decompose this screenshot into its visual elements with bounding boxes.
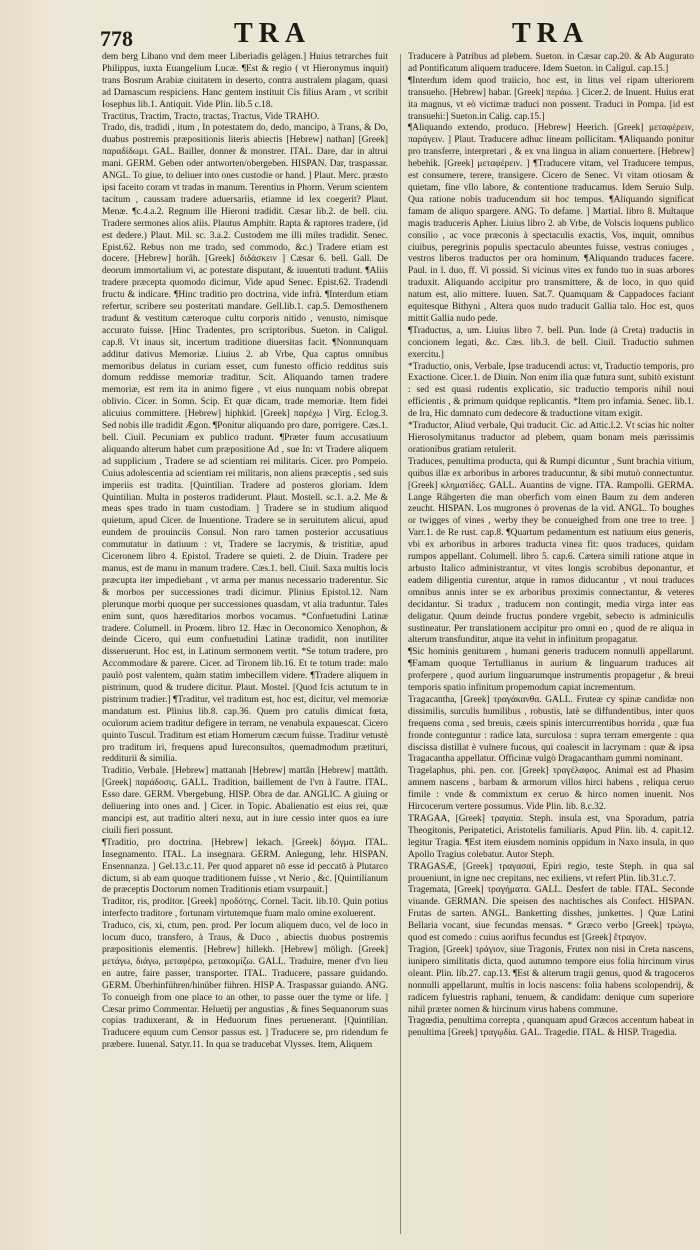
entry-paragraph: ¶Sic hominis geniturem , humani generis traducem nonnulli appellarunt. ¶Famam quoque Tertullianus in aurium & linguarum traduces ait proferpere , quod aurium linguarumque instrumentis propagetur , & breui temporis spatio infinitum propemodum capiat incrementum. bbox=[408, 647, 694, 694]
entry-paragraph: dem berg Libano vnd dem meer Liberiadis gelägen.] Huius tetrarches fuit Philippus, iuxta Euangelium Lucæ. ¶Est & regio ( vt Hieronymus inquit) trans Bosrum Arabiæ ciuitatem in deserto, contra australem plagam, quasi ad Damascum respiciens. Hanc gentem instituit Cis filius Aram , vt scribit Iosephus lib.1. Antiquit. Vide Plin. lib.5 c.18. bbox=[102, 52, 388, 110]
running-head-left: TRA bbox=[234, 18, 312, 49]
entry-paragraph: Trado, dis, tradidi , itum , In potestatem do, dedo, mancipo, à Trans, & Do, duabus postremis præpositionis literis abiectis [Hebrew] nathan] [Greek] παραδίδωμι. GAL. Bailler, donner & monstrer. ITAL. Dare, dar in altrui mani. GERM. Geben oder antworten/obergeben. HISPAN. Dar, traspassar. ANGL. To giue, to deliuer into ones custodie or hand. ] Plaut. Merc. præsto ipsi faceito coram vt tradas in manum. Terentius in Phorm. Verum scientem tacitum , caussam tradere aduersariis, etiamne id lex coegerit? Plaut. Menæ. ¶c.4.a.2. Regnum ille Hieroni tradidit. Cæsar lib.2. de bell. ciu. Tradere sermones alios aliis. Plautus Amphitr. Rapta & raptores tradere, (id est dedere.) Plaut. Mil. sc. 3.a.2. Custodem me illi miles tradidit. Senec. Epist.62. Rebus non me trado, sed commodo, &c.) Tradere etiam est docere. [Hebrew] horâh. [Greek] διδάσκειν ] Cæsar 6. bell. Gall. De deorum immortalium vi, ac potestate disputant, & iuuentuti tradunt. ¶Aliis tradere præcepta quomodo dicimur, Vide apud Senec. Epist.62. Tradendi fructu & indicare. ¶Hinc traditio pro doctrina, vide infrà. ¶Interdum etiam refertur, scribere seu posteritati mandare. Gell.lib.1. cap.5. Demosthenem tradunt & vestitum cæteroque cultu corporis nitido , venusto, nimisque accurato fuisse. [Hinc Tradentes, pro scriptoribus. Sueton. in Caligul. cap.8. Vt inaus sit, incertum traditione diuersitas facit. ¶Nonnunquam additur dativus Memoriæ. Liuius 2. ab Vrbe, Qua captus omnibus memoribus delatus in curiam esset, cum funesto officio redditus suis domum reddisse memoriæ traditur. Scit. Aliquando tamen tradere memoriæ, est rem ita in animo figere , vt eius nunquam nobis obrepat oblivio. Cicer. in Somn. Scip. Et quæ dicam, trade memoriæ. Item fidei alicuius committere. [Hebrew] hiphkid. [Greek] παρέχω ] Virg. Eclog.3. Sed nobis ille tradidit Ægon. ¶Ponitur aliquando pro dare, porrigere. Cæs.1. bell. Ciuil. Pecuniam ex publico tradunt. ¶Præter fuum accusatiuum aliquando alterum habet cum præpositione Ad , sue In: vt Tradere aliquem ad supplicium , Tradere se ad scientiam rei militaris. Cicer. pro Pompeio. Cuius adolescentia ad scientiam rei militaris, non aliens præceptis , sed suis imperiis est tradita. [Quintilian. Tradere ad posteros gloriam. Idem Quintilian. Multa in posteros tradiderunt. Plaut. Mostell. sc.1. a.2. Me & meas spes trado in tuam custodiam. ] Tradere se in studium aliquod quietum, apud Cicer. de Inuentione. Tradere se in seruitutem alicui, apud eundem de prouinciis Consul. Non raro tamen posterior accusatiuus commutatur in datiuum : vt, Tradere se lacrymis, & tristitiæ, apud Ciceronem libro 4. Epistol. Tradere se quieti. 2. de Diuin. Tradere per manus, est de manu in manum tradere. Cæs.1. bell. Ciuil. Saxa multis locis præcupta iter impediebant , vt arma per manus necessario traderentur. Sic & morbos per successiones tradi dicimur. Plinius Epistol.12. Nam plerunque morbi quoque per successiones quasdam, vt alia traduntur. Tales enim sunt, quos hæreditarios morbos vocamus. *Confuetudini Latinæ tradere. Columell. in Proœm. libro 12. Hæc in Oeconomico Xenophon, & deinde Cicero, qui eum confuetudini Latinæ tradidit, non inutiliter disseruerunt. Hoc est, in Latinum sermonem vertit. *Se totum tradere, pro Accommodare & parere. Cicer. ad Tironem lib.16. Et te totum trade: malo paulò post valentem, quàm statim imbecillem videre. ¶Tradere aliquem in pistrinum, quod & trudere dicitur. Plaut. Mostel. [Quod fcis actutum te in pistrinum tradier.] ¶Traditur, vel traditum est, hoc est, dicitur, vel memoriæ mandatum est. Plinius lib.8. cap.36. Quem pro catulis dimicat fœta, oculorum aciem traditur defigere in terram, ne venabula expauescat. Cicero quinto Tuscul. Traditum est etiam Homerum cæcum fuisse. Traditur vetustè pro traditum iri, frequens apud Iureconsultos, quemadmodum prætituri, redditurii & similia. bbox=[102, 123, 388, 765]
column-divider bbox=[400, 54, 401, 1234]
entry-paragraph: *Traductio, onis, Verbale, Ipse traducendi actus: vt, Traductio temporis, pro Exactione. Cicer.1. de Diuin. Non enim ilia quæ futura sunt, subitò existunt : sed est quasi rudentis explicatio, sic traductio temporis nihil noui efficientis , & primum quidque replicantis. *Item pro infamia. Senec. lib.1. de Ira, Hic damnato cum dedecore & traductione vitam exigit. bbox=[408, 361, 694, 420]
entry-paragraph: ¶Traductus, a, um. Liuius libro 7. bell. Pun. Inde (à Creta) traductis in concionem legati, &c. Cæs. lib.3. de bell. Ciuil. Traductio suhmen exercitu.] bbox=[408, 325, 694, 360]
entry-paragraph: Traduco, cis, xi, ctum, pen. prod. Per locum aliquem duco, vel de loco in locum duco, transfero, à Traus, & Duco , abiectis duobus postremis præpositionis elementis. [Hebrew] hillekh. [Hebrew] mōligh. [Greek] μετάγω, διάγω, μεταφέρω, μετακομίζω. GALL. Traduire, mener d'vn lieu en autre, faire passer, transporter. ITAL. Traducere, passare guidando. GERM. Überhinführen/hinüber führen. HISP A. Traspassar guiando. ANG. To conueigh from one place to an other, to passe ouer the tyme or life. ] Cæsar primo Commentar. Heluetij per angustias , & fines Sequanorum suas copias traduxerant, & in Heduorum fines peruenerant. [Quintilian. Traducere equum cum Censor passus est. ] Traducere se, pro ridendum fe præbere. Iuuenal. Satyr.11. In qua se traducebat Vlysses. Item, Aliquem bbox=[102, 921, 388, 1051]
left-column bbox=[102, 52, 388, 1240]
entry-paragraph: Traditio, Verbale. [Hebrew] mattanah [Hebrew] mattân [Hebrew] mattâth. [Greek] παράδοσις. GALL. Tradition, baillement de l'vn à l'autre. ITAL. Esso dare. GERM. Vbergebung. HISP. Obra de dar. ANGLIC. A giuing or deliuering into ones and. ] Cicer. in Topic. Abalienatio est eius rei, quæ mancipi est, aut traditio alteri nexu, aut in iure cessio inter quos ea iure ciuili fieri possunt. bbox=[102, 766, 388, 836]
entry-paragraph: ¶Traditio, pro doctrina. [Hebrew] lekach. [Greek] δόγμα. ITAL. Insegnamento. ITAL. La insegnara. GERM. Anlegung, lehr. HISPAN. Ensennanza. ] Gel.13.c.11. Per quod apparet nō esse id peccatō à Plutarco dictum, si ab eam quoque traditionem fuisse , vt Nerio , &c. [Quintilianum de præceptis Doctorum nomen Traditionis etiam vsurpauit.] bbox=[102, 837, 388, 896]
entry-paragraph: Tragacantha, [Greek] τραγάκανθα. GALL. Fruteæ cy spinæ candidæ non dissimilis, surculis humilibus , robustis, latè se diffundentibus, inter quos frequens coma , sed breuis, cæeis spinis intercurrentibus horrida , quæ fua fronde conteguntur : radice lata, surculosa : supra terram emergente : qua discissa distillat è vulnere fucous, qui coalescit in lacrymam : quæ & ipsa Tragacantha appellatur. Officinæ vulgò Dragacantham gummi nominant. bbox=[408, 694, 694, 765]
entry-paragraph: Traducere à Patribus ad plebem. Sueton. in Cæsar cap.20. & Ab Augurato ad Pontificatum aliquem traducere. Idem Sueton. in Caligul. cap.15.] bbox=[408, 52, 694, 74]
entry-paragraph: ¶Aliquando extendo, produco. [Hebrew] Heerich. [Greek] μεταφέρειν, παράγειν. ] Plaut. Traducere adhuc lineam pollicitam. ¶Aliquando ponitur pro transferre, interpretari , & ex vna lingua in aliam conuertere. [Hebrew] hebehik. [Greek] μεταφέρειν. ] ¶Traducere vitam, vel Traducere tempus, est consumere, terere, transigere. Cicero de Senec. Vt vitam otiosam & quietam, fine vllo labore, & contentione traducamus. Idem Seruio Sulp. Qua ratione nobis traducendum sit hoc tempus. ¶Aliquando significat famam de aliquo spargere. ANG. To defame. ] Martial. libro 8. Multaque magis traduceris Apher. Liuius libro 2. ab Vrbe, de Volscis loquens publico consilio , ac voce præconis à spectaculis exactis, Vos, inquit, omnibus ciuibus, peregrinis populis spectaculo abeuntes fuisse, vestras coniuges , vestros liberos traductos per ora hominum. ¶Aliquando traduces facere. Paul. in l. duo, ff. Vi possid. Si vicinus vites ex fundo tuo in suas arbores traduxit. Aliquando accipitur pro transmittere, & de loco, in quo quid natum est, alio mittere. Iuuen. Sat.7. Quamquam & Cappadoces faciant equitesque Bithyni , Altera quos nudo traducit Gallia talo. Hoc est, quos mittit Gallia nudo pede. bbox=[408, 123, 694, 324]
entry-paragraph: Tractitus, Tractim, Tracto, tractas, Tractus, Vide TRAHO. bbox=[102, 111, 320, 122]
entry-paragraph: *Traductor, Aliud verbale, Qui traducit. Cic. ad Attic.l.2. Vt scias hic nolter Hierosolymitanus traductor ad plebem, quam bonam meis pærissimis orationibus gratiam retulerit. bbox=[408, 421, 694, 455]
running-head-right: TRA bbox=[512, 18, 590, 49]
entry-paragraph: Tragœdia, penultima correpta , quanquam apud Græcos accentum habeat in penultima [Greek] τραγῳδία. GAL. Tragedie. ITAL. & HISP. Tragedia. bbox=[408, 1016, 694, 1039]
page-number: 778 bbox=[100, 26, 133, 51]
entry-paragraph: TRAGASÆ, [Greek] τραγασαί, Epiri regio, teste Steph. in qua sal proueniunt, in igne nec crepitans, nec exiliens, vt refert Plin. lib.31.c.7. bbox=[408, 861, 694, 884]
entry-paragraph: Tragemata, [Greek] τραγήματα. GALL. Desfert de table. ITAL. Seconde viuande. GERMAN. Die speisen des nachtisches als Confect. HISPAN. Frutas de sarten. ANGL. Banketting disshes, junkettes. ] Quæ Latini Bellaria vocant, siue fecundas mensas. * Græco verbo [Greek] τρώγω, quod est comedo : cuius aoriftus fecundus est [Greek] ἔτραγον. bbox=[408, 885, 694, 944]
entry-paragraph: Tragion, [Greek] τράγιον, siue Tragonis, Frutex non nisi in Creta nascens, iunipero similitatis dicta, quod autumno tempore eius folia hircinum virus oleant. Plin. lib.27. cap.13. ¶Est & alterum tragii genus, quod & tragoceros nonnulli appellarunt, multis in locis nascens: folia habens scolopendrij, & radicem fyluestris raphani, tenuem, & candidam: denique cum superiore nihil præter nomen & hircinum virus habens commune. bbox=[408, 944, 694, 1015]
entry-paragraph: Tragelaphus, phi. pen. cor. [Greek] τραγέλαφος. Animal est ad Phasim amnem nascens , barbam & armorum villos hirci habens , reliqua ceruo fimile : vnde & commixtum ex ceruo & hirco nomen inuenit. Nos Hircocerum vertere possumus. Vide Plin. lib. 8.c.32. bbox=[408, 766, 694, 813]
right-column bbox=[408, 52, 694, 1240]
entry-paragraph: Traditor, ris, proditor. [Greek] προδότης. Cornel. Tacit. lib.10. Quin potius interfecto traditore , fortunam virtutemque fuam malo omine exoluerent. bbox=[102, 897, 388, 920]
entry-paragraph: TRAGAA, [Greek] τραγαία. Steph. insula est, vna Sporadum, patria Theogitonis, Peripatetici, Aristotelis familiaris. Apud Plin. lib. 4. capit.12. legitur Tragia. ¶Est item eiusdem nominis oppidum in Naxo insula, in quo Apollo Tragius colebatur. Autor Steph. bbox=[408, 814, 694, 860]
entry-paragraph: Traduces, penultima producta, qui & Rumpi dicuntur , Sunt brachia vitium, quibus illæ ex arboribus in arbores traducuntur, & sibi mutuò connectuntur. [Greek] κληματίδες. GALL. Auantins de vigne. ITA. Rampolli. GERMA. Lange Räbgerten die man oberfich vom einen Baum zu dem anderen zeucht. HISPAN. Los mugrones ò provenas de la vid. ANGL. To boughes or twigges of vines , werby they be conueighed from one tree to tree. ] Varr.1. de Re rust. cap.8. ¶Quartum pedamentum est natiuum eius generis, vbi ex arboribus in arbores traducta vinea fit: quos traduces, quidam rumpos appellant. Columell. libro 5. cap.6. Cætera simili ratione atque in arbusto Italico administrantur, vt vites longis scrobibus deponantur, et eadem diligentia curentur, atque in ramos diducantur , vt noui traduces omnibus annis inter se ex arboribus proximis connectantur, & veteres decidantur. Si tradux , traducem non contingit, media virga inter eas deligatur. Quum deinde fructus pondere vrgebit, sebecto is adminiculis sustineatur. Per translationem accipitur pro omni eo , quod de re aliqua in alterum transfunditur, atque ita velut in infinitum propagatur. bbox=[408, 456, 694, 646]
entry-paragraph: ¶Interdum idem quod traiicio, hoc est, in litus vel ripam ulteriorem transueho. [Hebrew] habar. [Greek] περάω. ] Cicer.2. de Inuent. Huius erat ita magnus, vt eò victimæ traduci non possent. Traduci in Pompa. [id est transuehi:] Sueton.in Calig. cap.15.] bbox=[408, 75, 694, 122]
